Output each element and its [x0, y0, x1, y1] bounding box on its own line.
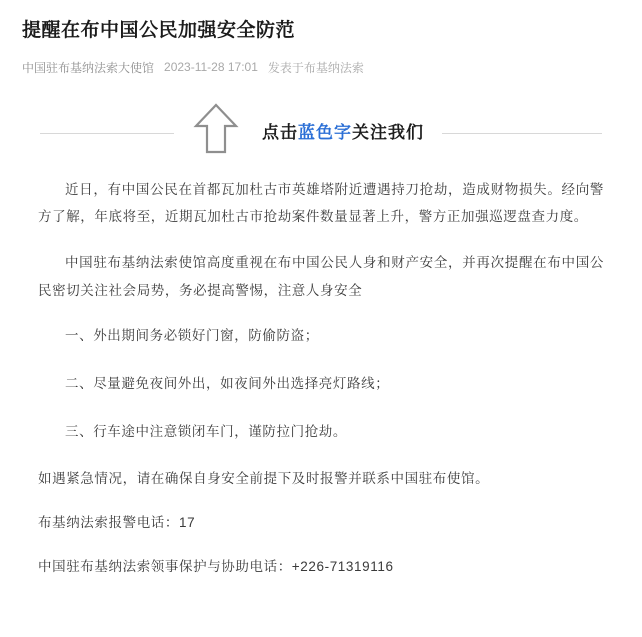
callout-text-suffix: 关注我们: [352, 122, 424, 142]
article-source[interactable]: 中国驻布基纳法索大使馆: [22, 60, 155, 75]
article-page: [0, 18, 642, 637]
article-paragraph: 近日，有中国公民在首都瓦加杜古市英雄塔附近遭遇持刀抢劫，造成财物损失。经向警方了解，年底将至，近期瓦加杜古市抢劫案件数量显著上升，警方正加强巡逻盘查力度。: [38, 181, 604, 225]
callout-text-prefix: 点击: [262, 122, 298, 142]
article-publisher: 发表于布基纳法索: [267, 60, 364, 75]
page-title: 提醒在布中国公民加强安全防范: [22, 20, 296, 41]
article-paragraph: 中国驻布基纳法索使馆高度重视在布中国公民人身和财产安全，并再次提醒在布中国公民密切关注社会局势，务必提高警惕，注意人身安全: [38, 254, 604, 298]
divider-right: [442, 133, 602, 134]
emergency-phone-line: 布基纳法索报警电话：17: [38, 514, 196, 530]
callout-text-highlight: 蓝色字: [298, 122, 352, 142]
article-list-item: 二、尽量避免夜间外出，如夜间外出选择亮灯路线；: [65, 375, 390, 391]
article-body: [22, 176, 620, 581]
article-meta: [22, 59, 620, 76]
article-date: 2023-11-28 17:01: [164, 60, 258, 75]
follow-callout[interactable]: [262, 118, 424, 143]
article-list-item: 一、外出期间务必锁好门窗，防偷防盗；: [65, 328, 319, 344]
article-paragraph: 如遇紧急情况，请在确保自身安全前提下及时报警并联系中国驻布使馆。: [38, 471, 490, 487]
article-list-item: 三、行车途中注意锁闭车门，谨防拉门抢劫。: [65, 423, 347, 439]
consular-phone-line: 中国驻布基纳法索领事保护与协助电话：+226-71319116: [38, 558, 394, 574]
divider-left: [40, 133, 174, 134]
follow-banner: [22, 102, 620, 160]
up-arrow-icon: [192, 102, 240, 154]
